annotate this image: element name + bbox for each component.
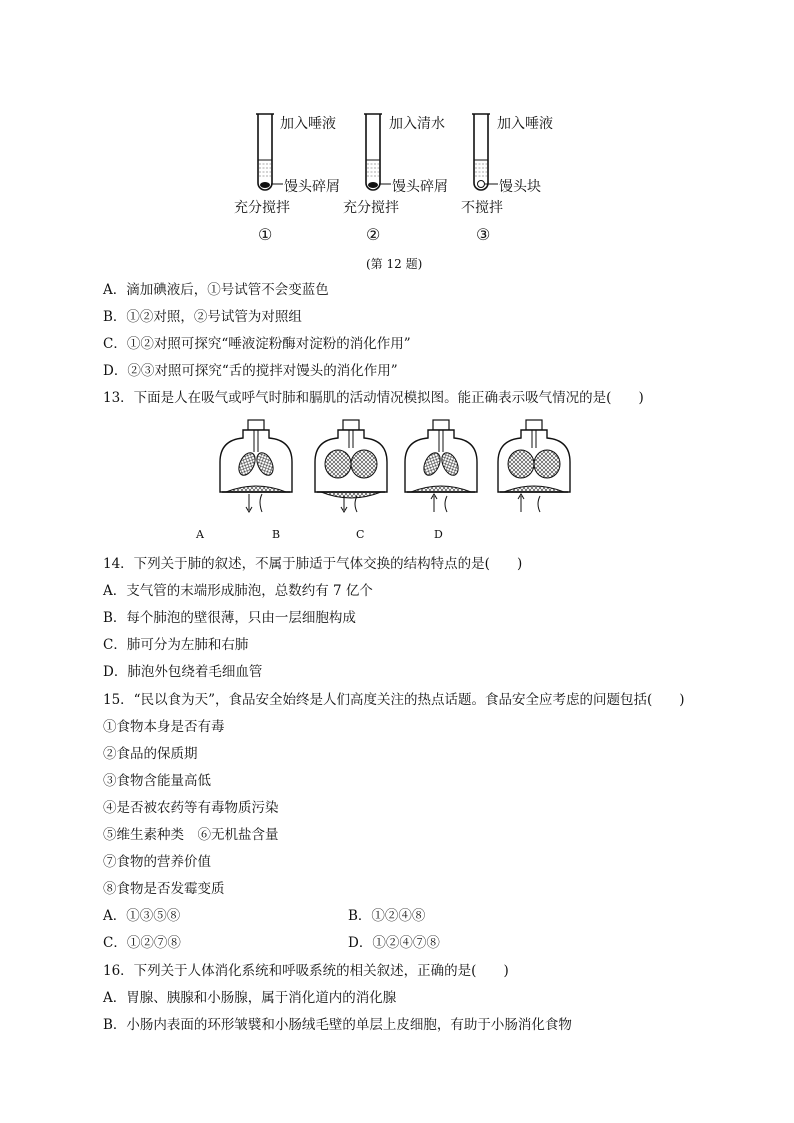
q14-option-d: D．肺泡外包绕着毛细血管 [103,664,263,680]
q13-label-c: C [356,528,365,541]
tube-1-top-label: 加入唾液 [280,116,336,132]
q12-option-c: C．①②对照可探究“唾液淀粉酶对淀粉的消化作用” [103,336,411,352]
q13-label-b: B [272,528,281,541]
tube-1-side-label: 馒头碎屑 [284,179,340,195]
bell-jar-figure [0,412,794,522]
tube-3-top-label: 加入唾液 [497,116,553,132]
q14-option-c: C．肺可分为左肺和右肺 [103,637,249,653]
q15-option-d: D．①②④⑦⑧ [348,935,440,951]
test-tube-3 [472,114,498,190]
tube-2-top-label: 加入清水 [389,116,445,132]
tube-2-side-label: 馒头碎屑 [392,179,448,195]
q15-item-1: ①食物本身是否有毒 [103,719,225,735]
bell-jar-a [220,420,292,512]
test-tube-2 [364,114,391,190]
tube-3-side-label: 馒头块 [499,179,541,195]
q14-option-a: A．支气管的末端形成肺泡，总数约有 7 亿个 [103,583,373,599]
q12-option-b: B．①②对照，②号试管为对照组 [103,309,302,325]
q15-option-c: C．①②⑦⑧ [103,935,181,951]
tube-1-number: ① [258,225,273,244]
q16-stem: 16．下列关于人体消化系统和呼吸系统的相关叙述，正确的是( ) [103,963,509,979]
bell-jar-d [498,420,570,512]
tube-3-number: ③ [476,225,491,244]
q13-label-d: D [434,528,443,541]
q15-stem: 15．“民以食为天”，食品安全始终是人们高度关注的热点话题。食品安全应考虑的问题包括( ) [103,692,685,708]
q15-option-b: B．①②④⑧ [348,908,426,924]
q12-option-a: A．滴加碘液后，①号试管不会变蓝色 [103,282,329,298]
q15-item-4: ④是否被农药等有毒物质污染 [103,800,279,816]
q13-label-a: A [196,528,204,541]
q15-item-3: ③食物含能量高低 [103,773,211,789]
q12-option-d: D．②③对照可探究“舌的搅拌对馒头的消化作用” [103,363,398,379]
q15-item-2: ②食品的保质期 [103,746,198,762]
test-tube-1 [256,114,283,190]
q16-option-b: B．小肠内表面的环形皱襞和小肠绒毛壁的单层上皮细胞，有助于小肠消化食物 [103,1017,572,1033]
bell-jar-b [315,420,387,512]
q15-item-8: ⑧食物是否发霉变质 [103,881,225,897]
q15-option-a: A．①③⑤⑧ [103,908,181,924]
bell-jar-c [405,420,477,512]
q14-stem: 14．下列关于肺的叙述，不属于肺适于气体交换的结构特点的是( ) [103,556,523,572]
tube-3-bottom-label: 不搅拌 [461,200,503,216]
q15-item-7: ⑦食物的营养价值 [103,854,211,870]
q14-option-b: B．每个肺泡的壁很薄，只由一层细胞构成 [103,610,356,626]
tube-2-number: ② [366,225,381,244]
tube-2-bottom-label: 充分搅拌 [343,200,399,216]
q13-stem: 13．下面是人在吸气或呼气时肺和膈肌的活动情况模拟图。能正确表示吸气情况的是( ) [103,390,644,406]
tube-1-bottom-label: 充分搅拌 [234,200,290,216]
figure-12-caption: (第 12 题) [366,257,423,271]
q16-option-a: A．胃腺、胰腺和小肠腺，属于消化道内的消化腺 [103,990,397,1006]
q15-item-5-6: ⑤维生素种类 ⑥无机盐含量 [103,827,279,843]
